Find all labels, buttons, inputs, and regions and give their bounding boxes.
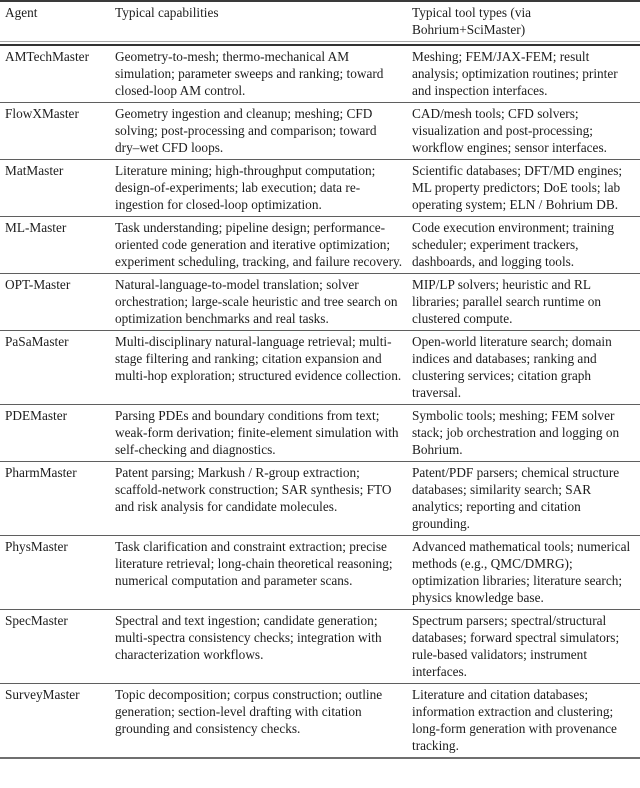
table-row-matmaster (0, 160, 640, 216)
agent-tools: Scientific databases; DFT/MD engines; ML property predictors; DoE tools; lab operating system; ELN / Bohrium DB. (412, 163, 623, 212)
table-row-optmaster (0, 274, 640, 330)
agent-capabilities: Task understanding; pipeline design; performance-oriented code generation and iterative optimization; experiment scheduling, tracking, and failure recovery. (115, 220, 403, 269)
agent-name: ML-Master (5, 220, 67, 235)
table-row-pdemaster (0, 405, 640, 461)
table-row-mlmaster (0, 217, 640, 273)
agent-tools: Advanced mathematical tools; numerical methods (e.g., QMC/DMRG); optimization libraries; literature search; physics knowledge base. (412, 539, 631, 605)
agent-tools: Code execution environment; training scheduler; experiment trackers, dashboards, and logging tools. (412, 220, 614, 269)
agent-tools: Literature and citation databases; information extraction and clustering; long-form generation with provenance tracking. (412, 687, 617, 753)
agent-capabilities: Geometry-to-mesh; thermo-mechanical AM simulation; parameter sweeps and ranking; toward closed-loop AM control. (115, 49, 384, 98)
table-row-specmaster (0, 610, 640, 683)
agent-name: OPT-Master (5, 277, 71, 292)
agent-capabilities: Parsing PDEs and boundary conditions from text; weak-form derivation; finite-element simulation with self-checking and diagnostics. (115, 408, 399, 457)
agent-name: AMTechMaster (5, 49, 89, 64)
table-row-pasamaster (0, 331, 640, 404)
column-header-tool-types: Typical tool types (via Bohrium+SciMaster) (412, 5, 532, 37)
table-row-surveymaster (0, 684, 640, 757)
agent-capabilities: Geometry ingestion and cleanup; meshing; CFD solving; post-processing and comparison; toward dry–wet CFD loops. (115, 106, 377, 155)
agent-capabilities: Patent parsing; Markush / R-group extraction; scaffold-network construction; SAR synthesis; FTO and risk analysis for candidate molecules. (115, 465, 392, 514)
agent-name: MatMaster (5, 163, 64, 178)
column-header-agent: Agent (5, 5, 38, 20)
agent-name: FlowXMaster (5, 106, 79, 121)
agent-capabilities: Topic decomposition; corpus construction; outline generation; section-level drafting with citation grounding and consistency checks. (115, 687, 383, 736)
agent-name: SpecMaster (5, 613, 68, 628)
agent-name: PaSaMaster (5, 334, 69, 349)
table-row-physmaster (0, 536, 640, 609)
table-bottom-rule (0, 757, 640, 759)
agent-tools: Open-world literature search; domain indices and databases; ranking and clustering services; citation graph traversal. (412, 334, 612, 400)
agent-name: SurveyMaster (5, 687, 80, 702)
agent-capabilities: Task clarification and constraint extraction; precise literature retrieval; long-chain theoretical reasoning; numerical computation and parameter scans. (115, 539, 393, 588)
agent-capabilities: Literature mining; high-throughput computation; design-of-experiments; lab execution; data re-ingestion for closed-loop optimization. (115, 163, 376, 212)
agent-name: PharmMaster (5, 465, 77, 480)
column-header-capabilities: Typical capabilities (115, 5, 219, 20)
agent-capabilities: Multi-disciplinary natural-language retrieval; multi-stage filtering and ranking; citation expansion and multi-hop exploration; structured evidence collection. (115, 334, 402, 383)
agent-tools: Patent/PDF parsers; chemical structure databases; similarity search; SAR analytics; reporting and citation grounding. (412, 465, 620, 531)
agent-tools: Spectrum parsers; spectral/structural databases; forward spectral simulators; rule-based validators; instrument interfaces. (412, 613, 620, 679)
agent-capabilities: Natural-language-to-model translation; solver orchestration; large-scale heuristic and tree search on optimization benchmarks and real tasks. (115, 277, 398, 326)
agent-name: PhysMaster (5, 539, 68, 554)
agent-tools: Symbolic tools; meshing; FEM solver stack; job orchestration and logging on Bohrium. (412, 408, 620, 457)
agent-tools: Meshing; FEM/JAX-FEM; result analysis; optimization routines; printer and inspection interfaces. (412, 49, 618, 98)
table-row-pharmmaster (0, 462, 640, 535)
agent-capabilities: Spectral and text ingestion; candidate generation; multi-spectra consistency checks; integration with characterization workflows. (115, 613, 382, 662)
table-header-row (0, 2, 640, 41)
table-row-amtechmaster (0, 46, 640, 102)
agent-tools: MIP/LP solvers; heuristic and RL libraries; parallel search runtime on clustered compute. (412, 277, 602, 326)
table-row-flowxmaster (0, 103, 640, 159)
agent-name: PDEMaster (5, 408, 68, 423)
agent-tools: CAD/mesh tools; CFD solvers; visualization and post-processing; workflow engines; sensor interfaces. (412, 106, 607, 155)
